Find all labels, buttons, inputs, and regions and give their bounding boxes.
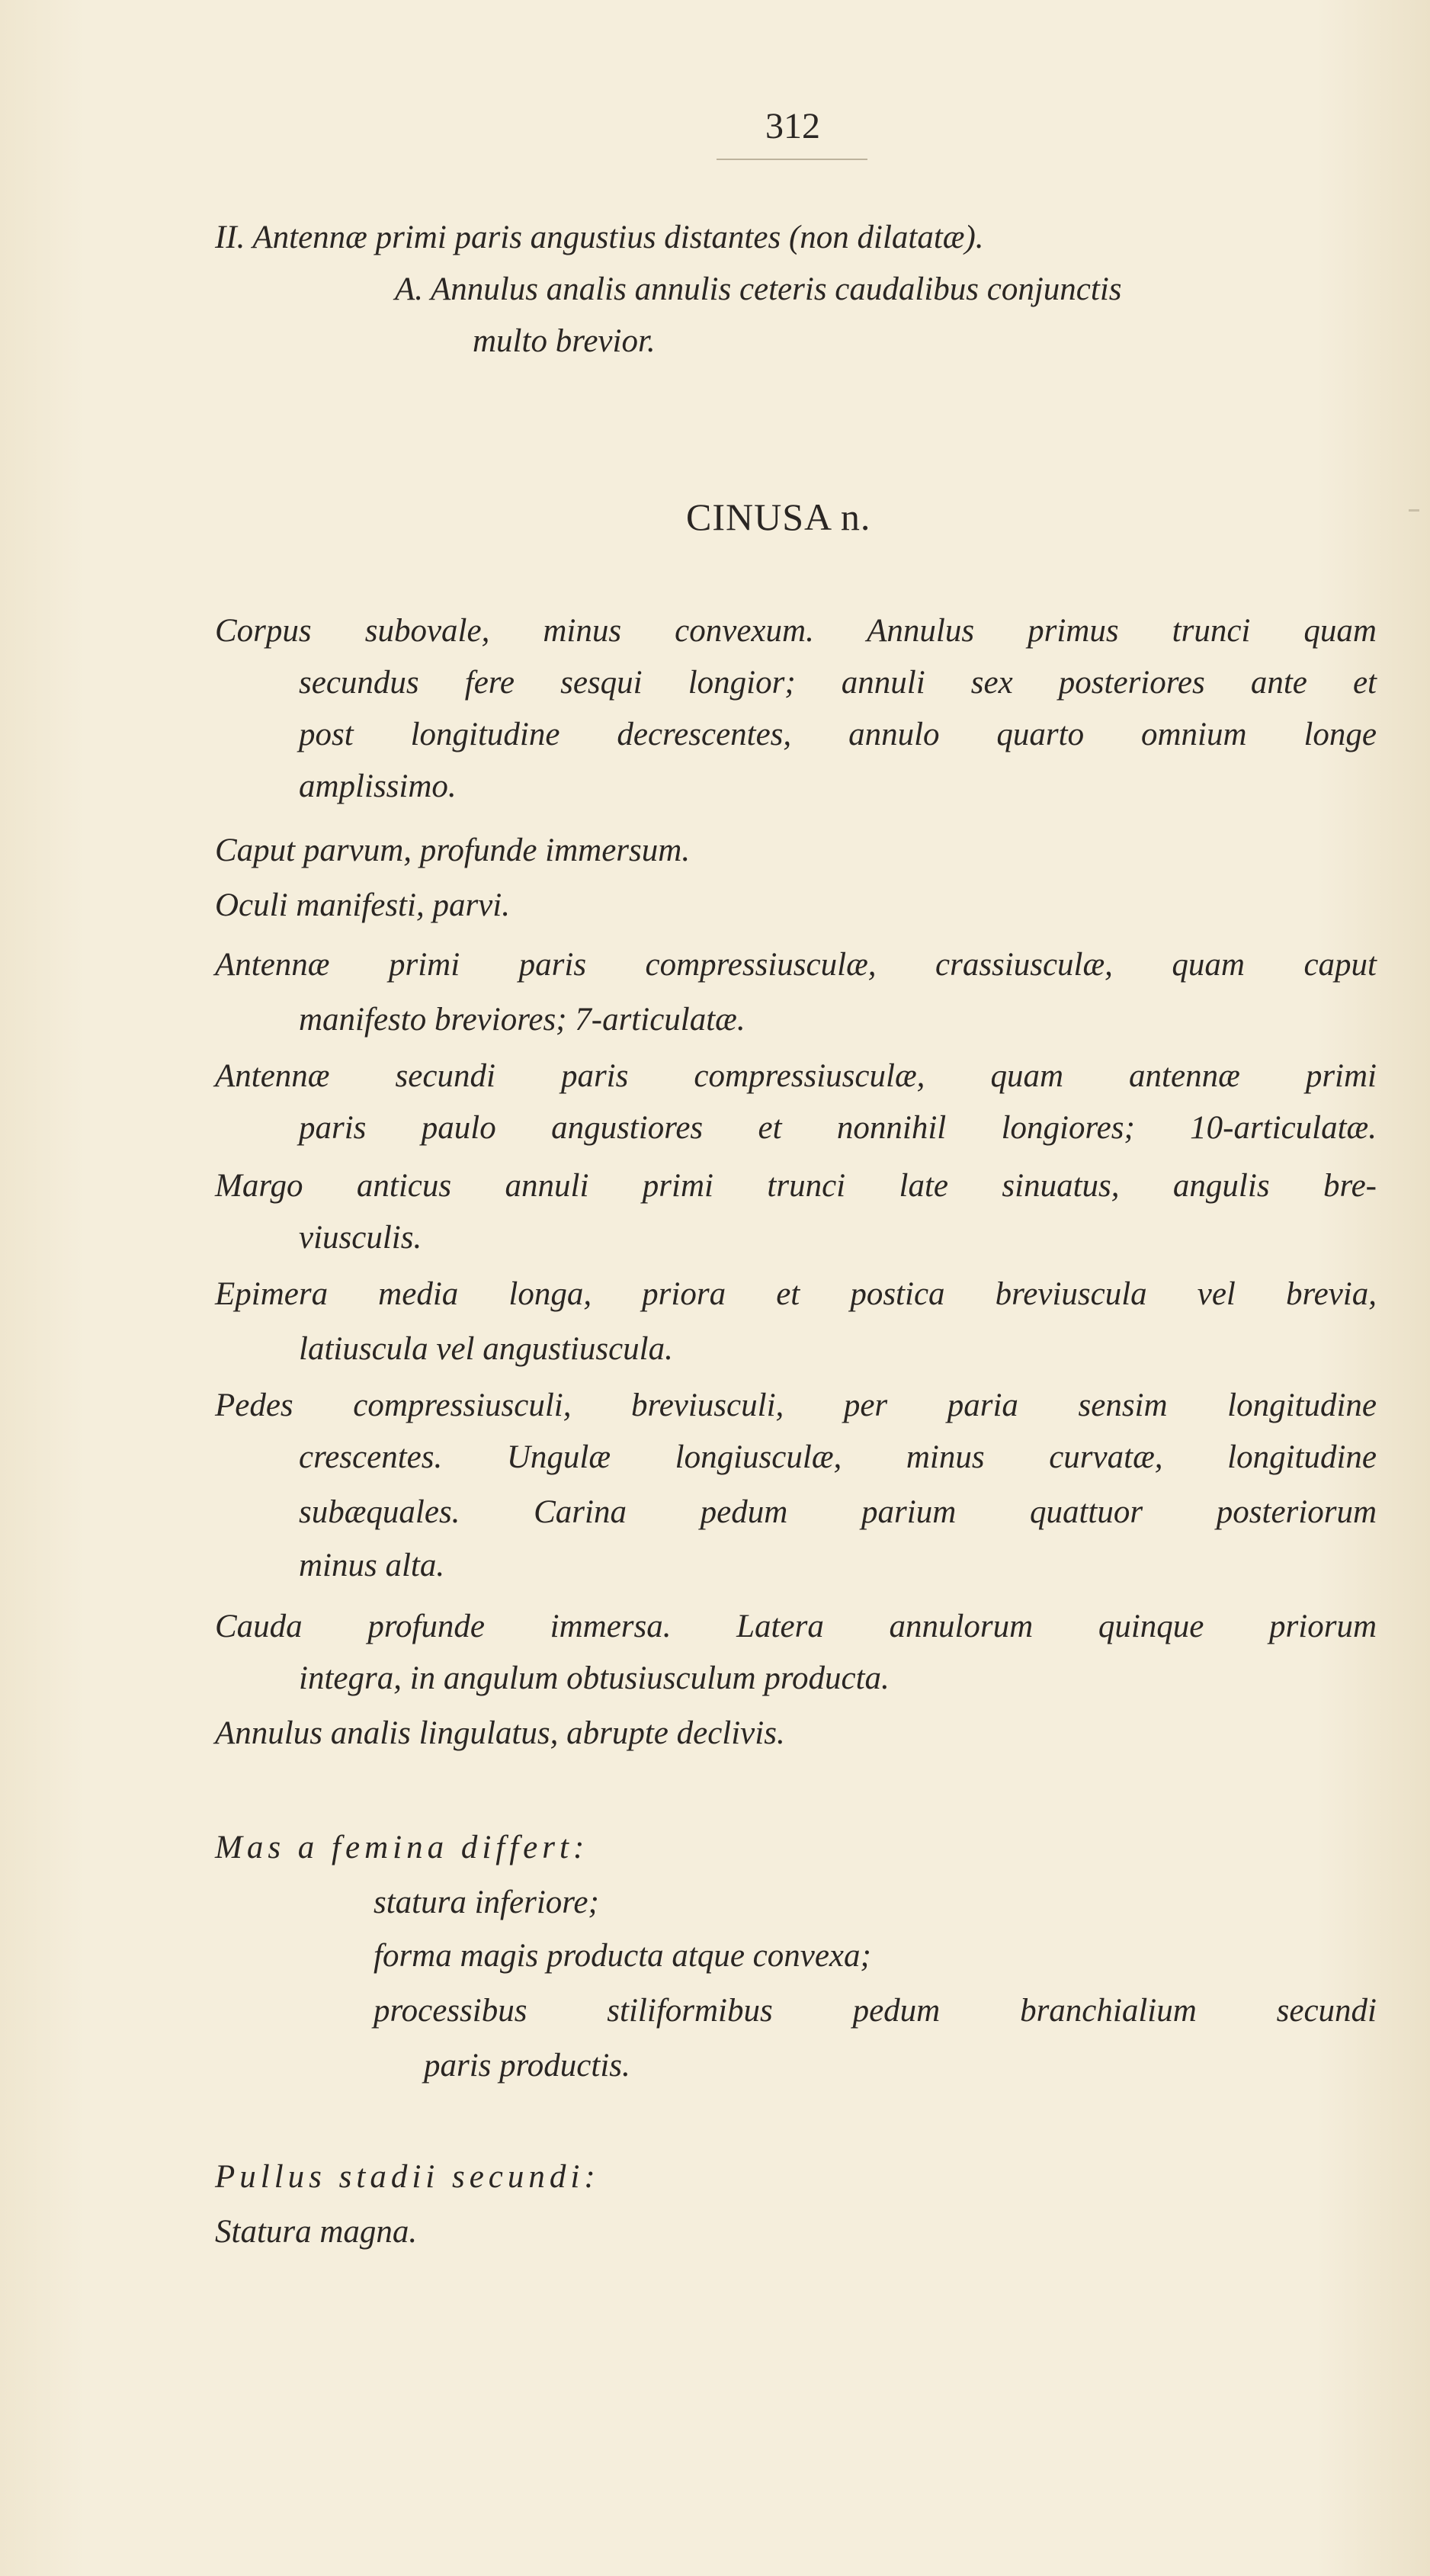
mas-heading: Mas a femina differt: [215,1830,589,1865]
description-line: paris paulo angustiores et nonnihil longiores; 10-articulatæ. [299,1110,1377,1146]
heading-line-3: multo brevior. [473,323,656,359]
heading-line-2: A. Annulus analis annulis ceteris caudalibus conjunctis [395,271,1122,307]
description-line: Pedes compressiusculi, breviusculi, per paria sensim longitudine [215,1387,1377,1423]
description-line: manifesto breviores; 7-articulatæ. [299,1002,745,1038]
description-line: Annulus analis lingulatus, abrupte declivis. [215,1715,785,1751]
description-line: subæquales. Carina pedum parium quattuor posteriorum [299,1494,1377,1530]
description-line: Oculi manifesti, parvi. [215,887,510,923]
description-line: secundus fere sesqui longior; annuli sex posteriores ante et [299,665,1377,701]
description-line: post longitudine decrescentes, annulo quarto omnium longe [299,717,1377,752]
description-line: latiuscula vel angustiuscula. [299,1331,673,1367]
description-line: Epimera media longa, priora et postica breviuscula vel brevia, [215,1276,1377,1312]
description-line: minus alta. [299,1548,445,1583]
genus-title: CINUSA n. [686,496,871,538]
header-rule [717,159,867,160]
description-line: integra, in angulum obtusiusculum producta. [299,1660,890,1696]
mas-line: statura inferiore; [374,1885,599,1920]
description-line: Corpus subovale, minus convexum. Annulus primus trunci quam [215,613,1377,649]
description-line: Antennæ primi paris compressiusculæ, crassiusculæ, quam caput [215,947,1377,983]
description-line: viusculis. [299,1220,422,1256]
description-line: Margo anticus annuli primi trunci late sinuatus, angulis bre- [215,1168,1377,1204]
description-line: Caput parvum, profunde immersum. [215,832,691,868]
description-line: crescentes. Ungulæ longiusculæ, minus curvatæ, longitudine [299,1439,1377,1475]
margin-mark [1409,509,1419,512]
mas-line: paris productis. [424,2048,630,2084]
page-number: 312 [765,106,820,146]
description-line: Cauda profunde immersa. Latera annulorum quinque priorum [215,1609,1377,1644]
pullus-line: Statura magna. [215,2214,418,2250]
mas-line: processibus stiliformibus pedum branchialium secundi [374,1993,1377,2029]
heading-line-1: II. Antennæ primi paris angustius distantes (non dilatatæ). [215,220,984,255]
pullus-heading: Pullus stadii secundi: [215,2159,600,2195]
description-line: Antennæ secundi paris compressiusculæ, quam antennæ primi [215,1058,1377,1094]
description-line: amplissimo. [299,768,457,804]
mas-line: forma magis producta atque convexa; [374,1938,871,1974]
